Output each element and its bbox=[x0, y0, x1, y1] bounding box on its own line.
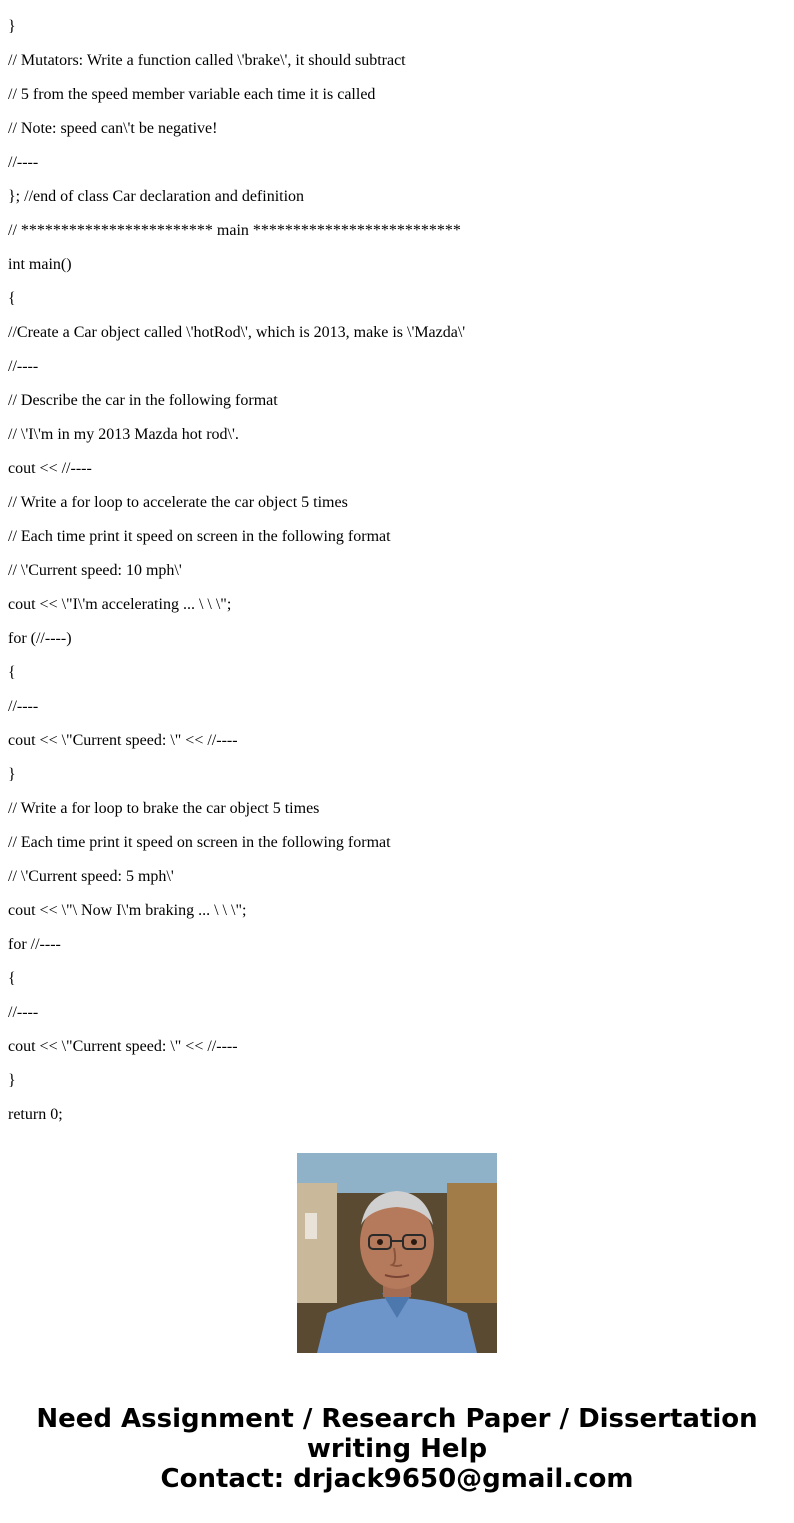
code-line bbox=[8, 0, 465, 10]
promo-contact: Contact: drjack9650@gmail.com bbox=[160, 1464, 634, 1494]
code-line: // 5 from the speed member variable each time it is called bbox=[8, 86, 376, 103]
promo-line-1: Need Assignment / Research Paper / Dissertation bbox=[36, 1404, 758, 1434]
code-line: // \'Current speed: 5 mph\' bbox=[8, 868, 174, 885]
code-line: { bbox=[8, 664, 16, 681]
code-line: } bbox=[8, 1072, 16, 1089]
code-line: // \'I\'m in my 2013 Mazda hot rod\'. bbox=[8, 426, 239, 443]
code-line: // Mutators: Write a function called \'brake\', it should subtract bbox=[8, 52, 406, 69]
code-line: }; //end of class Car declaration and definition bbox=[8, 188, 305, 205]
code-line: // Describe the car in the following format bbox=[8, 392, 278, 409]
code-line: return 0; bbox=[8, 1106, 63, 1123]
code-line: for //---- bbox=[8, 936, 61, 953]
code-line: // Each time print it speed on screen in the following format bbox=[8, 834, 391, 851]
code-line: } bbox=[8, 766, 16, 783]
code-line: cout << //---- bbox=[8, 460, 92, 477]
code-line: //---- bbox=[8, 358, 39, 375]
code-line: // Each time print it speed on screen in the following format bbox=[8, 528, 391, 545]
author-avatar bbox=[297, 1153, 497, 1353]
code-line: // ************************ main ************************** bbox=[8, 222, 461, 239]
code-line: // Note: speed can\'t be negative! bbox=[8, 120, 218, 137]
code-line: cout << \"Current speed: \" << //---- bbox=[8, 732, 238, 749]
code-line: int main() bbox=[8, 256, 72, 273]
code-line: // \'Current speed: 10 mph\' bbox=[8, 562, 182, 579]
code-lines bbox=[8, 0, 465, 1132]
promo-banner bbox=[0, 1404, 794, 1494]
code-line: cout << \"Current speed: \" << //---- bbox=[8, 1038, 238, 1055]
code-line: cout << \"I\'m accelerating ... \ \ \"; bbox=[8, 596, 232, 613]
code-line: //---- bbox=[8, 1004, 39, 1021]
code-line: cout << \"\ Now I\'m braking ... \ \ \"; bbox=[8, 902, 247, 919]
code-line: { bbox=[8, 290, 16, 307]
code-line: //---- bbox=[8, 698, 39, 715]
code-line: { bbox=[8, 970, 16, 987]
code-line: //Create a Car object called \'hotRod\', which is 2013, make is \'Mazda\' bbox=[8, 324, 466, 341]
code-line: } bbox=[8, 18, 16, 35]
promo-line-2: writing Help bbox=[306, 1434, 488, 1464]
code-line: //---- bbox=[8, 154, 39, 171]
code-line: // Write a for loop to brake the car object 5 times bbox=[8, 800, 320, 817]
code-line: for (//----) bbox=[8, 630, 72, 647]
code-line: // Write a for loop to accelerate the car object 5 times bbox=[8, 494, 348, 511]
